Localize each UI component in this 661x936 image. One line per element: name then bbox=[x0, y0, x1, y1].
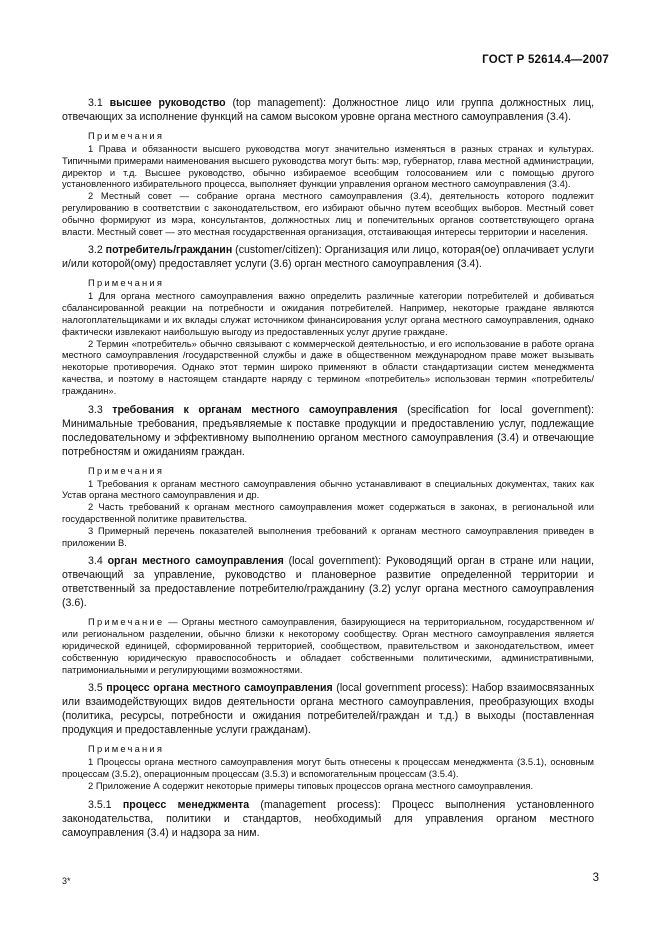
note-label: Примечание bbox=[88, 616, 165, 628]
note: 3 Примерный перечень показателей выполнения требований к органам местного самоуправления приведен в приложении В. bbox=[62, 524, 594, 548]
notes-heading: Примечания bbox=[88, 130, 165, 141]
document-header: ГОСТ Р 52614.4—2007 bbox=[482, 54, 609, 66]
note: 2 Местный совет — собрание органа местного самоуправления (3.4), деятельность которого подлежит регулированию в соответствии с законодательством, его избирают обычно путем всеобщих выборов. Местный совет обычно формируют из мэра, консультантов, должностных лиц и попечительных органов соответствующего органа власти. Местный совет — это местная государственная организация, отстаивающая интересы территории и населения. bbox=[62, 190, 594, 237]
footer-mark: 3* bbox=[62, 876, 71, 886]
term: потребитель/гражданин bbox=[105, 244, 233, 257]
note: 1 Права и обязанности высшего руководства могут значительно изменяться в разных странах и культурах. Типичными примерами наименования высшего руководства могут быть: мэр, губернатор, глава местной администрации, директор и т.д. Высшее руководство, обычно избираемое всеобщим голосованием или с помощью другого установленного избирательного процесса, выполняет функции управления органом местного самоуправления (3.4). bbox=[62, 143, 594, 190]
definition-3-5-1: 3.5.1 процесс менеджмента (management process): Процесс выполнения установленного законодательства, политики и стандартов, необходимый для управления органом местного самоуправления (3.4) и надзора за ним. bbox=[62, 798, 594, 839]
definition-3-1: 3.1 высшее руководство (top management): Должностное лицо или группа должностных лиц, отвечающих за исполнение функций на самом высоком уровне органа местного самоуправления (3.4). bbox=[62, 97, 595, 123]
notes-heading: Примечания bbox=[88, 464, 165, 476]
term: требования к органам местного самоуправления bbox=[112, 403, 398, 416]
note: Примечание — Органы местного самоуправления, базирующиеся на территориальном, государственном и/или региональном разделении, обычно близки к некоторому сообществу. Орган местного самоуправления является юридической единицей, сформированной территорией, сообществом, правительством и законодательством, имеет собственную юридическую правоспособность и обладает собственными политическими, административными, патримониальными и регулирующими возможностями. bbox=[62, 616, 594, 675]
definition-3-4: 3.4 орган местного самоуправления (local government): Руководящий орган в стране или нации, отвечающий за управление, руководство и плановерное развитие определенной территории и ответственный за предоставление потребителю/гражданину (3.2) услуг органа местного самоуправления (3.6). bbox=[62, 555, 594, 610]
document-body bbox=[62, 96, 594, 846]
term: высшее руководство bbox=[109, 97, 226, 109]
note: 1 Процессы органа местного самоуправления могут быть отнесены к процессам менеджмента (3.5.1), основным процессам (3.5.2), операционным процессам (3.5.3) и вспомогательным процессам (3.5.4). bbox=[62, 756, 594, 780]
term: процесс менеджмента bbox=[122, 798, 250, 811]
notes-heading: Примечания bbox=[88, 743, 165, 755]
term: орган местного самоуправления bbox=[107, 555, 284, 568]
term: процесс органа местного самоуправления bbox=[106, 682, 333, 695]
note: 2 Приложение А содержит некоторые примеры типовых процессов органа местного самоуправления. bbox=[88, 779, 534, 791]
note: 2 Часть требований к органам местного самоуправления может содержаться в законах, в региональной или государственной политике правительства. bbox=[62, 501, 594, 524]
definition-3-5: 3.5 процесс органа местного самоуправления (local government process): Набор взаимосвязанных или взаимодействующих видов деятельности органа местного самоуправления, преобразующих входы (политика, ресурсы, потребности и ожидания потребителей/граждан и т.д.) в выходы (поставленная продукция и предоставленные услуги гражданам). bbox=[62, 682, 595, 737]
definition-3-3: 3.3 требования к органам местного самоуправления (specification for local government): Минимальные требования, предъявляемые к поставке продукции и предоставлению услуг, подлежащие последовательному и эффективному выполнению органом местного самоуправления (3.4) и отвечающие потребностям и ожиданиям граждан. bbox=[62, 403, 595, 458]
definition-3-2: 3.2 потребитель/гражданин (customer/citizen): Организация или лицо, которая(ое) оплачивает услуги и/или которой(ому) предоставляет услуги (3.6) орган местного самоуправления (3.4). bbox=[62, 244, 594, 271]
note: 2 Термин «потребитель» обычно связывают с коммерческой деятельностью, и его использование в работе органа местного самоуправления /государственной службы и даже в общественном международном праве может вызывать некоторые противоречия. Однако этот термин широко применяют в области стандартизации систем менеджмента качества, и поэтому в настоящем стандарте наряду с термином «потребитель» использован термин «потребитель/гражданин». bbox=[62, 337, 594, 396]
page-number: 3 bbox=[592, 872, 599, 884]
note: 1 Требования к органам местного самоуправления обычно устанавливают в специальных документах, таких как Устав органа местного самоуправления и др. bbox=[62, 477, 594, 501]
note: 1 Для органа местного самоуправления важно определить различные категории потребителей и добиваться сбалансированной реакции на потребности и ожидания потребителей. Например, некоторые граждане являются налогоплательщиками и их вклады служат источником финансирования услуг органа местного самоуправления, однако фактически извлекают наибольшую выгоду из предоставленных услуг другие граждане. bbox=[62, 290, 594, 337]
notes-heading: Примечания bbox=[88, 277, 165, 289]
